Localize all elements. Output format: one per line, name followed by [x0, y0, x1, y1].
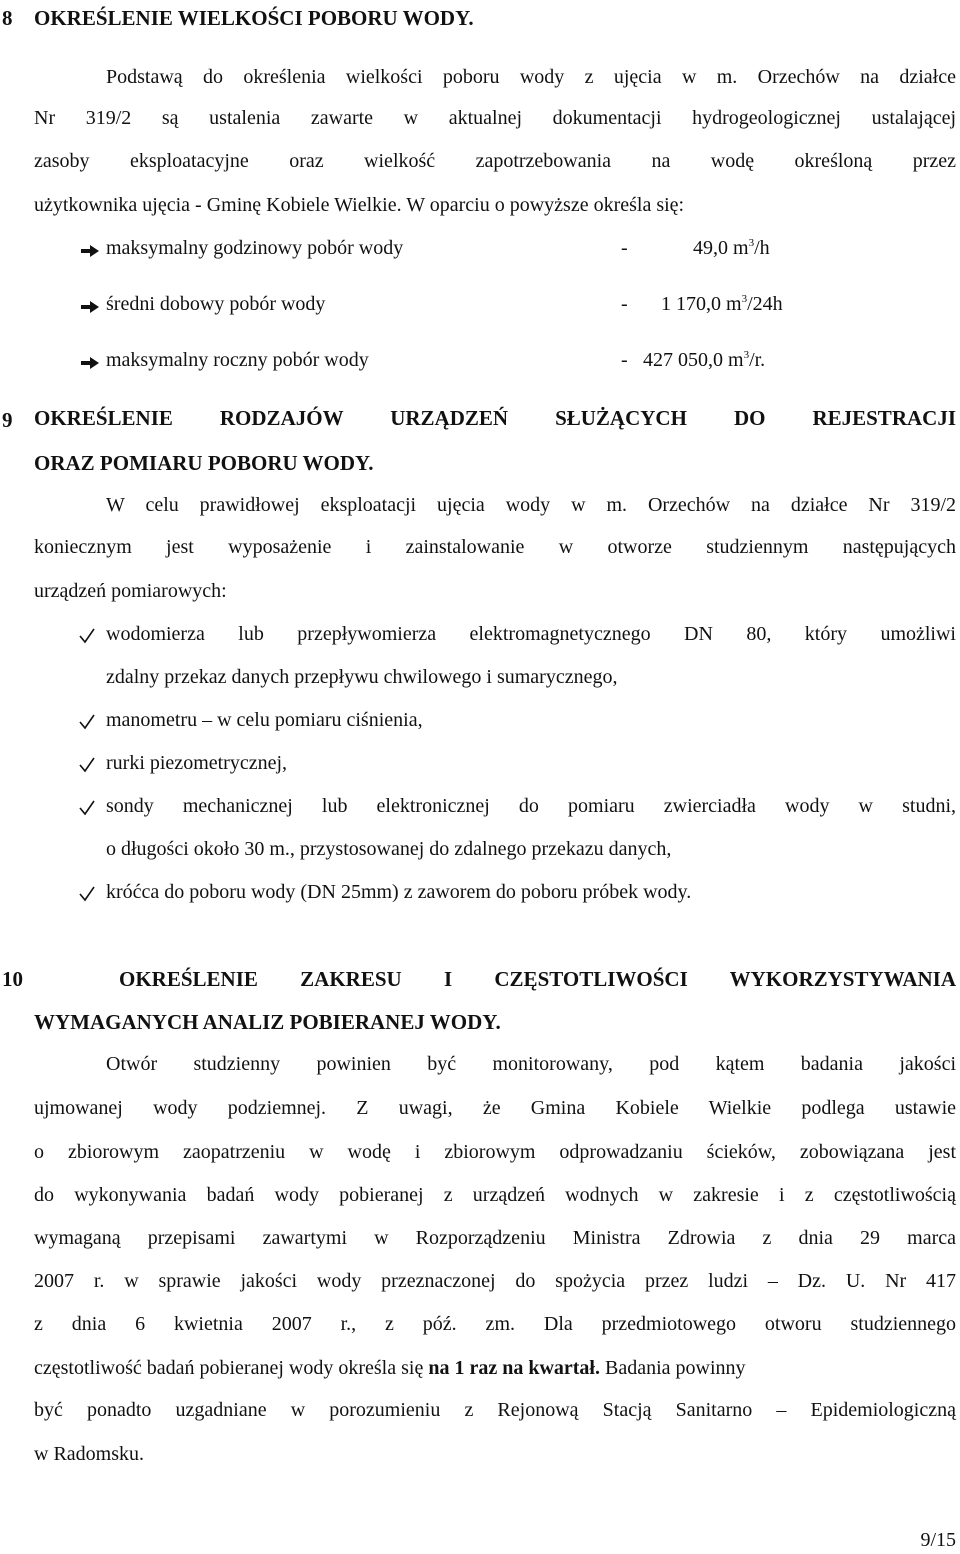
item-value: 49,0 m: [693, 237, 749, 259]
section-10-title: OKREŚLENIE ZAKRESU I CZĘSTOTLIWOŚCI WYKORZYSTYWANIA: [119, 967, 956, 991]
checkmark-icon: [78, 756, 96, 774]
frequency-followup: Badania powinny: [605, 1357, 746, 1379]
item-dash: -: [621, 349, 628, 371]
section-9-title: OKREŚLENIE RODZAJÓW URZĄDZEŃ SŁUŻĄCYCH DO REJESTRACJI: [34, 406, 956, 430]
section-10-paragraph-line: być ponadto uzgadniane w porozumieniu z Rejonową Stacją Sanitarno – Epidemiologiczną: [34, 1399, 956, 1421]
section-9-paragraph-line: urządzeń pomiarowych:: [34, 580, 227, 602]
section-10-paragraph-line: ujmowanej wody podziemnej. Z uwagi, że Gmina Kobiele Wielkie podlega ustawie: [34, 1097, 956, 1119]
bullet-text: sondy mechanicznej lub elektronicznej do pomiaru zwierciadła wody w studni,: [106, 795, 956, 817]
section-8-number: 8: [2, 6, 13, 30]
item-value: 1 170,0 m: [661, 293, 742, 315]
item-value: 427 050,0 m: [643, 349, 744, 371]
section-9-number: 9: [2, 408, 13, 432]
bullet-text: wodomierza lub przepływomierza elektromagnetycznego DN 80, który umożliwi: [106, 623, 956, 645]
arrow-right-icon: [80, 356, 100, 370]
section-9-paragraph-line: W celu prawidłowej eksploatacji ujęcia wody w m. Orzechów na działce Nr 319/2: [106, 494, 956, 516]
item-unit: /h: [754, 237, 770, 259]
frequency-text: częstotliwość badań pobieranej wody określa się: [34, 1357, 424, 1379]
bullet-text: rurki piezometrycznej,: [106, 752, 288, 774]
section-8-paragraph-line: zasoby eksploatacyjne oraz wielkość zapotrzebowania na wodę określoną przez: [34, 150, 956, 172]
section-8-paragraph-line: użytkownika ujęcia - Gminę Kobiele Wielkie. W oparciu o powyższe określa się:: [34, 194, 685, 216]
item-sup: 3: [748, 237, 755, 249]
item-value-group: [693, 237, 770, 260]
section-9-paragraph-line: koniecznym jest wyposażenie i zainstalowanie w otworze studziennym następujących: [34, 536, 956, 558]
page-number: 9/15: [920, 1529, 956, 1551]
section-10-paragraph-line: Otwór studzienny powinien być monitorowany, pod kątem badania jakości: [106, 1053, 956, 1075]
item-unit: /24h: [747, 293, 783, 315]
frequency-value: na 1 raz na kwartał.: [428, 1357, 600, 1379]
item-dash: -: [621, 237, 628, 259]
arrow-right-icon: [80, 300, 100, 314]
item-label: maksymalny godzinowy pobór wody: [106, 237, 404, 259]
checkmark-icon: [78, 885, 96, 903]
item-label: średni dobowy pobór wody: [106, 293, 326, 315]
section-8-title: OKREŚLENIE WIELKOŚCI POBORU WODY.: [34, 6, 474, 30]
item-value-group: [643, 349, 765, 372]
item-label: maksymalny roczny pobór wody: [106, 349, 369, 371]
section-10-paragraph-line: w Radomsku.: [34, 1443, 144, 1465]
section-10-paragraph-line: wymaganą przepisami zawartymi w Rozporządzeniu Ministra Zdrowia z dnia 29 marca: [34, 1227, 956, 1249]
checkmark-icon: [78, 713, 96, 731]
checkmark-icon: [78, 799, 96, 817]
section-10-number: 10: [2, 967, 23, 991]
section-10-paragraph-line: o zbiorowym zaopatrzeniu w wodę i zbiorowym odprowadzaniu ścieków, zobowiązana jest: [34, 1141, 956, 1163]
section-10-paragraph-line: [34, 1357, 746, 1380]
bullet-text: o długości około 30 m., przystosowanej do zdalnego przekazu danych,: [106, 838, 672, 860]
section-10-paragraph-line: do wykonywania badań wody pobieranej z urządzeń wodnych w zakresie i z częstotliwością: [34, 1184, 956, 1206]
section-8-paragraph-line: Nr 319/2 są ustalenia zawarte w aktualnej dokumentacji hydrogeologicznej ustalającej: [34, 107, 956, 129]
section-9-title: ORAZ POMIARU POBORU WODY.: [34, 451, 374, 475]
section-10-paragraph-line: z dnia 6 kwietnia 2007 r., z póź. zm. Dla przedmiotowego otworu studziennego: [34, 1313, 956, 1335]
section-10-paragraph-line: 2007 r. w sprawie jakości wody przeznaczonej do spożycia przez ludzi – Dz. U. Nr 417: [34, 1270, 956, 1292]
section-8-paragraph-line: Podstawą do określenia wielkości poboru wody z ujęcia w m. Orzechów na działce: [106, 66, 956, 88]
bullet-text: króćca do poboru wody (DN 25mm) z zaworem do poboru próbek wody.: [106, 881, 692, 903]
bullet-text: zdalny przekaz danych przepływu chwilowego i sumarycznego,: [106, 666, 618, 688]
section-10-title: WYMAGANYCH ANALIZ POBIERANEJ WODY.: [34, 1010, 501, 1034]
item-sup: 3: [741, 293, 748, 305]
bullet-text: manometru – w celu pomiaru ciśnienia,: [106, 709, 423, 731]
checkmark-icon: [78, 627, 96, 645]
item-unit: /r.: [749, 349, 766, 371]
item-dash: -: [621, 293, 628, 315]
item-value-group: [661, 293, 783, 316]
item-sup: 3: [743, 349, 750, 361]
arrow-right-icon: [80, 244, 100, 258]
